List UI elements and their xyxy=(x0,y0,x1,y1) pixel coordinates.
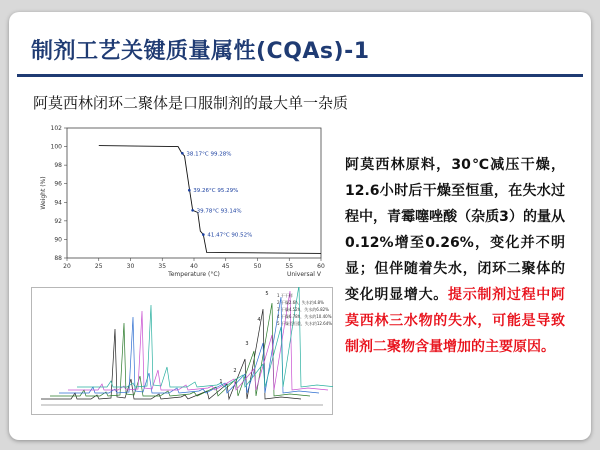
tga-annotation-marker xyxy=(202,233,205,236)
tga-y-tick-label: 88 xyxy=(54,255,62,262)
description-plain: 阿莫西林原料，30℃减压干燥，12.6小时后干燥至恒重，在失水过程中，青霉噻唑酸（杂质3）的量从0.12%增至0.26%，变化并不明显；但伴随着失水，闭环二聚体的变化明显增大。 xyxy=(345,157,565,303)
tga-x-tick-label: 55 xyxy=(285,263,294,270)
tga-corner-label: Universal V xyxy=(286,271,321,278)
tga-y-axis-label: Weight (%) xyxy=(40,176,47,210)
tga-x-tick-label: 35 xyxy=(158,263,167,270)
hplc-peak-label: 2 xyxy=(233,368,237,374)
tga-x-tick-label: 45 xyxy=(221,263,230,270)
hplc-peak-label: 3 xyxy=(245,341,249,347)
tga-y-tick-label: 90 xyxy=(54,236,62,244)
tga-y-tick-label: 98 xyxy=(54,162,62,170)
tga-y-tick-label: 96 xyxy=(54,180,62,188)
tga-x-tick-label: 60 xyxy=(317,263,325,270)
tga-y-tick-label: 92 xyxy=(54,217,62,225)
hplc-peak-label: 4 xyxy=(257,317,261,323)
description-highlight: 提示制剂过程中阿莫西林三水物的失水，可能是导致制剂二聚物含量增加的主要原因。 xyxy=(345,287,565,355)
tga-annotation-label: 38.17°C 99.28% xyxy=(186,151,232,158)
hplc-peak-label: 5 xyxy=(265,291,269,297)
tga-x-tick-label: 25 xyxy=(94,263,103,270)
hplc-chromatogram xyxy=(31,287,333,415)
tga-chart-svg xyxy=(29,120,333,282)
title-divider xyxy=(17,74,583,77)
tga-x-tick-label: 50 xyxy=(253,263,262,270)
tga-annotation-marker xyxy=(191,209,194,212)
tga-x-tick-label: 20 xyxy=(63,263,71,270)
tga-annotation-label: 41.47°C 90.52% xyxy=(207,232,253,239)
hplc-legend-entry: 2 干燥2.6h，失水约4.8% xyxy=(277,300,324,305)
slide-title: 制剂工艺关键质量属性(CQAs)-1 xyxy=(31,39,370,64)
tga-chart xyxy=(29,120,333,282)
slide-subtitle: 阿莫西林闭环二聚体是口服制剂的最大单一杂质 xyxy=(33,94,349,112)
tga-x-tick-label: 30 xyxy=(126,263,135,270)
hplc-chart-svg xyxy=(31,287,333,415)
slide xyxy=(9,12,591,440)
tga-annotation-marker xyxy=(181,152,184,155)
tga-x-axis-label: Temperature (°C) xyxy=(168,271,220,278)
hplc-legend-entry: 5 干燥至恒重，失水约12.64% xyxy=(277,321,333,326)
hplc-peak-label: 1 xyxy=(219,379,223,385)
hplc-legend-entry: 4 干燥6.78h，失水约10.40% xyxy=(277,314,332,319)
tga-y-tick-label: 94 xyxy=(54,199,62,207)
tga-x-tick-label: 40 xyxy=(190,263,198,270)
tga-annotation-label: 39.26°C 95.29% xyxy=(193,188,239,195)
hplc-legend-entry: 3 干燥4.52h，失水约6.82% xyxy=(277,307,329,312)
hplc-legend-entry: 1 干干样 xyxy=(277,293,293,298)
tga-annotation-marker xyxy=(188,189,191,192)
tga-y-tick-label: 100 xyxy=(50,143,62,151)
description-text xyxy=(345,152,565,360)
tga-annotation-label: 39.78°C 93.14% xyxy=(196,208,242,215)
tga-y-tick-label: 102 xyxy=(50,125,62,132)
